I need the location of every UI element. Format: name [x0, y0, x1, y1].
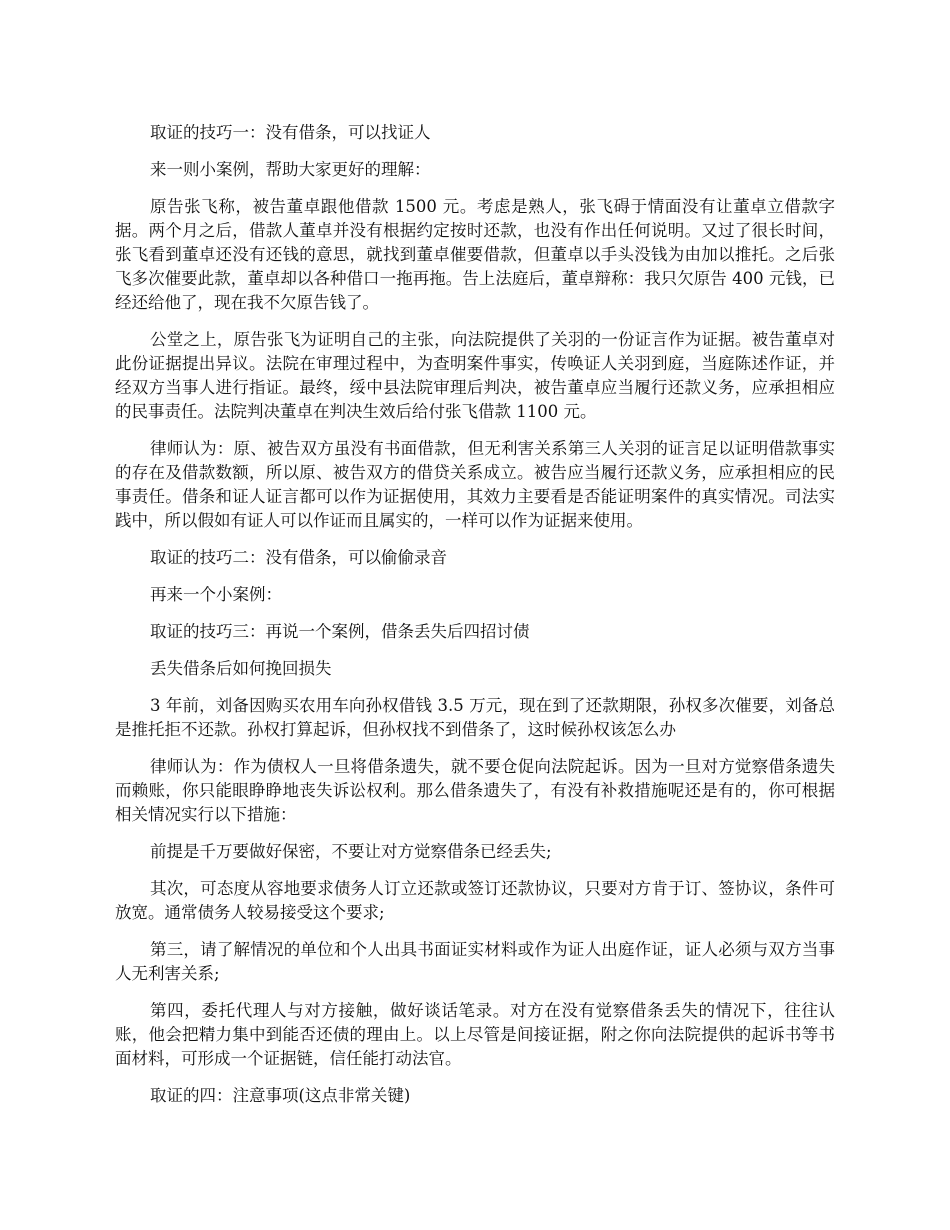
paragraph-lost-iou-heading: 丢失借条后如何挽回损失 [150, 659, 332, 678]
paragraph-tip-two-heading: 取证的技巧二：没有借条，可以偷偷录音 [150, 548, 447, 567]
paragraph-step-second: 其次，可态度从容地要求债务人订立还款或签订还款协议，只要对方肯于订、签协议，条件可放宽。通常债务人较易接受这个要求; [115, 879, 835, 922]
paragraph-court-hearing: 公堂之上，原告张飞为证明自己的主张，向法院提供了关羽的一份证言作为证据。被告董卓对此份证据提出异议。法院在审理过程中，为查明案件事实，传唤证人关羽到庭，当庭陈述作证，并经双方当事人进行指证。最终，绥中县法院审理后判决，被告董卓应当履行还款义务，应承担相应的民事责任。法院判决董卓在判决生效后给付张飞借款 1100 元。 [115, 330, 835, 421]
paragraph-liu-bei-case: 3 年前，刘备因购买农用车向孙权借钱 3.5 万元，现在到了还款期限，孙权多次催要，刘备总是推托拒不还款。孙权打算起诉，但孙权找不到借条了，这时候孙权该怎么办 [115, 696, 835, 739]
paragraph-lawyer-opinion-one: 律师认为：原、被告双方虽没有书面借款，但无利害关系第三人关羽的证言足以证明借款事实的存在及借款数额，所以原、被告双方的借贷关系成立。被告应当履行还款义务，应承担相应的民事责任。借条和证人证言都可以作为证据使用，其效力主要看是否能证明案件的真实情况。司法实践中，所以假如有证人可以作证而且属实的，一样可以作为证据来使用。 [115, 439, 835, 530]
paragraph-step-fourth: 第四，委托代理人与对方接触，做好谈话笔录。对方在没有觉察借条丢失的情况下，往往认账，他会把精力集中到能否还债的理由上。以上尽管是间接证据，附之你向法院提供的起诉书等书面材料，可形成一个证据链，信任能打动法官。 [115, 1001, 835, 1068]
paragraph-step-premise: 前提是千万要做好保密，不要让对方觉察借条已经丢失; [150, 842, 552, 861]
paragraph-another-case: 再来一个小案例： [150, 585, 282, 604]
paragraph-tip-one-heading: 取证的技巧一：没有借条，可以找证人 [150, 123, 431, 142]
paragraph-step-third: 第三，请了解情况的单位和个人出具书面证实材料或作为证人出庭作证，证人必须与双方当事人无利害关系; [115, 940, 835, 983]
paragraph-tip-three-heading: 取证的技巧三：再说一个案例，借条丢失后四招讨债 [150, 622, 530, 641]
paragraph-tip-four-heading: 取证的四：注意事项(这点非常关键) [150, 1086, 411, 1105]
paragraph-case-intro: 来一则小案例，帮助大家更好的理解： [150, 160, 431, 179]
paragraph-plaintiff-claim: 原告张飞称，被告董卓跟他借款 1500 元。考虑是熟人，张飞碍于情面没有让董卓立借款字据。两个月之后，借款人董卓并没有根据约定按时还款，也没有作出任何说明。又过了很长时间，张飞看到董卓还没有还钱的意思，就找到董卓催要借款，但董卓以手头没钱为由加以推托。之后张飞多次催要此款，董卓却以各种借口一拖再拖。告上法庭后，董卓辩称：我只欠原告 400 元钱，已经还给他了，现在我不欠原告钱了。 [115, 197, 835, 312]
paragraph-lawyer-opinion-two: 律师认为：作为债权人一旦将借条遗失，就不要仓促向法院起诉。因为一旦对方觉察借条遗失而赖账，你只能眼睁睁地丧失诉讼权利。那么借条遗失了，有没有补救措施呢还是有的，你可根据相关情况实行以下措施： [115, 757, 835, 824]
